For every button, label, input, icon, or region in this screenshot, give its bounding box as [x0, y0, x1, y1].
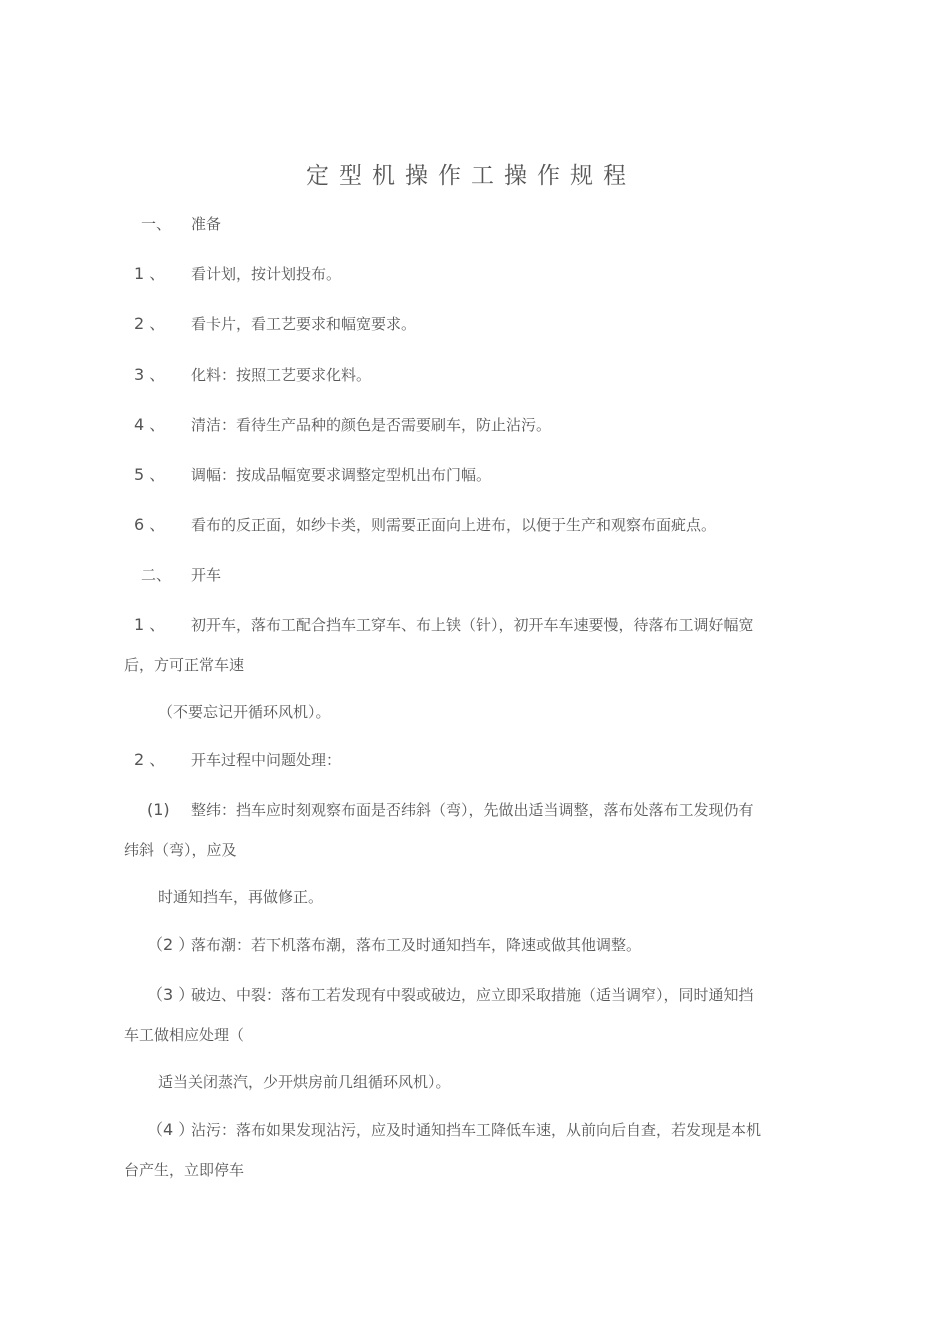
- subitem-text-continued: 台产生，立即停车: [124, 1161, 245, 1179]
- subitem-marker: （2 ）: [147, 935, 195, 954]
- item-marker: 2 、: [134, 750, 166, 769]
- subitem-text: 破边、中裂：落布工若发现有中裂或破边，应立即采取措施（适当调窄），同时通知挡: [191, 986, 754, 1004]
- item-text: 看计划，按计划投布。: [191, 265, 342, 283]
- subitem-marker: （4 ）: [147, 1120, 195, 1139]
- item-text: 初开车，落布工配合挡车工穿车、布上铗（针），初开车车速要慢，待落布工调好幅宽: [191, 616, 754, 634]
- item-marker: 3 、: [134, 365, 166, 384]
- item-text: 看布的反正面，如纱卡类，则需要正面向上进布，以便于生产和观察布面疵点。: [191, 516, 717, 534]
- subitem-text: 落布潮：若下机落布潮，落布工及时通知挡车，降速或做其他调整。: [191, 936, 642, 954]
- subitem-text: 整纬：挡车应时刻观察布面是否纬斜（弯），先做出适当调整，落布处落布工发现仍有: [191, 801, 754, 819]
- document-title: 定型机操作工操作规程: [306, 163, 636, 189]
- item-text: 调幅：按成品幅宽要求调整定型机出布门幅。: [191, 466, 492, 484]
- subitem-text-continued: 时通知挡车，再做修正。: [158, 888, 324, 906]
- item-marker: 1 、: [134, 264, 166, 283]
- item-text: 化料：按照工艺要求化料。: [191, 366, 372, 384]
- item-text: 清洁：看待生产品种的颜色是否需要刷车，防止沾污。: [191, 416, 552, 434]
- subitem-text-continued: 适当关闭蒸汽，少开烘房前几组循环风机）。: [158, 1073, 451, 1091]
- section-marker: 一、: [141, 215, 172, 233]
- section-heading: 准备: [191, 215, 222, 233]
- section-marker: 二、: [141, 566, 172, 584]
- item-marker: 6 、: [134, 515, 166, 534]
- item-marker: 2 、: [134, 314, 166, 333]
- subitem-marker: （3 ）: [147, 985, 195, 1004]
- subitem-text-continued: 纬斜（弯），应及: [124, 841, 237, 859]
- item-text: 开车过程中问题处理：: [191, 751, 342, 769]
- subitem-text-continued: 车工做相应处理（: [124, 1026, 245, 1044]
- section-heading: 开车: [191, 566, 222, 584]
- subitem-text: 沾污：落布如果发现沾污，应及时通知挡车工降低车速，从前向后自查，若发现是本机: [191, 1121, 762, 1139]
- subitem-marker: (1): [147, 800, 170, 819]
- item-marker: 4 、: [134, 415, 166, 434]
- item-text-continued: （不要忘记开循环风机）。: [158, 703, 331, 721]
- item-marker: 5 、: [134, 465, 166, 484]
- item-text: 看卡片，看工艺要求和幅宽要求。: [191, 315, 417, 333]
- item-text-continued: 后，方可正常车速: [124, 656, 245, 674]
- item-marker: 1 、: [134, 615, 166, 634]
